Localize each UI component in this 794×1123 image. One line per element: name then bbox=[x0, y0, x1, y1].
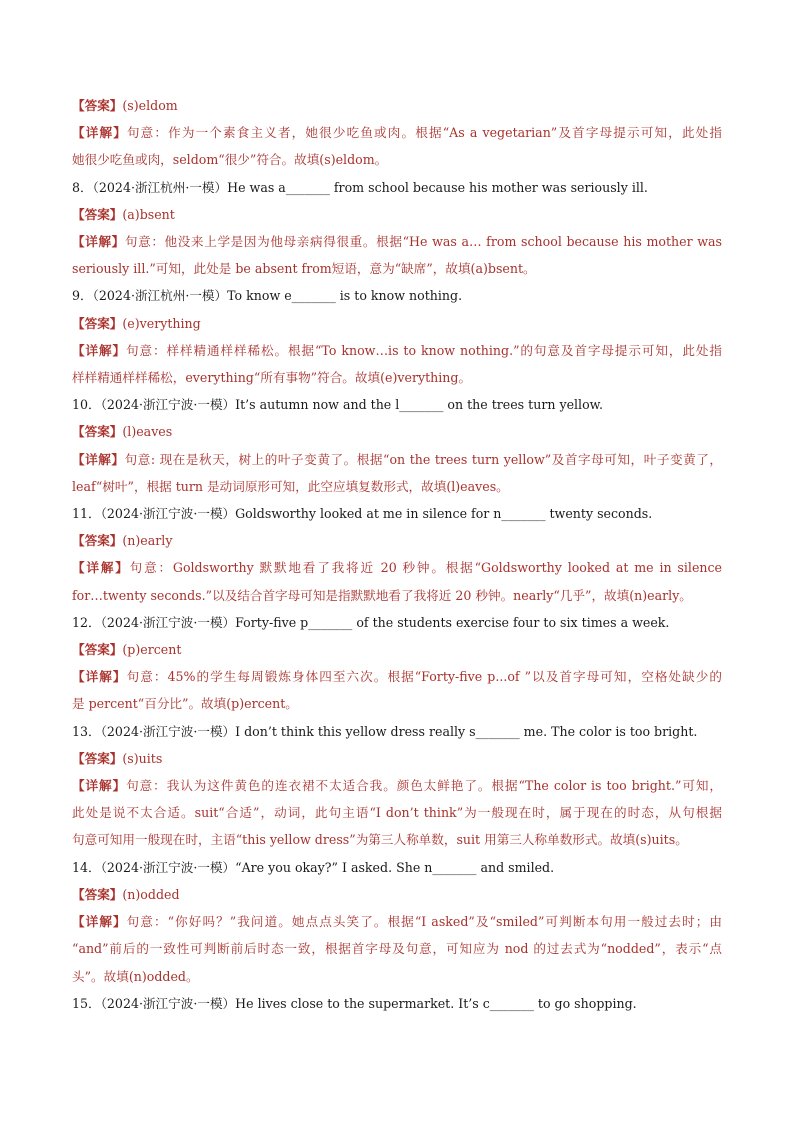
detail-text: 句意：样样精通样样稀松。根据“To know…is to know nothing.”的句意及首字母提示可知，此处指 bbox=[126, 342, 722, 358]
detail-continuation-line bbox=[72, 473, 722, 500]
answer-text: (n)early bbox=[122, 533, 173, 549]
detail-line bbox=[72, 337, 722, 364]
answer-label: 【答案】 bbox=[72, 206, 123, 222]
answer-text: (l)eaves bbox=[122, 424, 173, 440]
question-text: 8．（2024·浙江杭州·一模）He was a_______ from school because his mother was seriously ill. bbox=[72, 179, 648, 195]
question-line bbox=[72, 500, 722, 527]
answer-line bbox=[72, 636, 722, 663]
detail-continuation-line bbox=[72, 364, 722, 391]
answer-label: 【答案】 bbox=[72, 886, 123, 902]
question-line bbox=[72, 609, 722, 636]
detail-line bbox=[72, 228, 722, 255]
detail-line bbox=[72, 908, 722, 935]
question-text: 13．（2024·浙江宁波·一模）I don’t think this yellow dress really s_______ me. The color is too bright. bbox=[72, 723, 698, 739]
detail-text: 样样精通样样稀松，everything“所有事物”符合。故填(e)verything。 bbox=[72, 370, 472, 386]
detail-text: 句意: 现在是秋天，树上的叶子变黄了。根据“on the trees turn yellow”及首字母可知，叶子变黄了， bbox=[124, 451, 722, 467]
detail-continuation-line bbox=[72, 963, 722, 990]
detail-label: 【详解】 bbox=[72, 451, 125, 467]
detail-continuation-line bbox=[72, 690, 722, 717]
answer-label: 【答案】 bbox=[72, 315, 123, 331]
answer-line bbox=[72, 745, 722, 772]
detail-label: 【详解】 bbox=[72, 125, 127, 141]
question-line bbox=[72, 282, 722, 309]
detail-label: 【详解】 bbox=[72, 914, 127, 930]
detail-text: 句意：作为一个素食主义者，她很少吃鱼或肉。根据“As a vegetarian”及首字母提示可知，此处指 bbox=[126, 125, 722, 141]
question-line bbox=[72, 718, 722, 745]
detail-label: 【详解】 bbox=[72, 342, 126, 358]
detail-line bbox=[72, 554, 722, 581]
detail-continuation-line bbox=[72, 826, 722, 853]
answer-line bbox=[72, 527, 722, 554]
answer-line bbox=[72, 881, 722, 908]
detail-text: 句意：他没来上学是因为他母亲病得很重。根据“He was a… from school because his mother was bbox=[124, 234, 722, 250]
detail-continuation-line bbox=[72, 255, 722, 282]
detail-label: 【详解】 bbox=[72, 560, 130, 576]
detail-continuation-line bbox=[72, 146, 722, 173]
answer-label: 【答案】 bbox=[72, 424, 123, 440]
question-text: 12．（2024·浙江宁波·一模）Forty-five p_______ of the students exercise four to six times a week. bbox=[72, 614, 670, 630]
detail-text: leaf“树叶”，根据 turn 是动词原形可知，此空应填复数形式，故填(l)eaves。 bbox=[72, 478, 509, 494]
detail-text: 句意：我认为这件黄色的连衣裙不太适合我。颜色太鲜艳了。根据“The color is too bright.”可知， bbox=[126, 778, 722, 794]
detail-text: for…twenty seconds.”以及结合首字母可知是指默默地看了我将近 20 秒钟。nearly“几乎”，故填(n)early。 bbox=[72, 587, 692, 603]
answer-line bbox=[72, 418, 722, 445]
detail-text: 此处是说不太合适。suit“合适”，动词，此句主语“I don’t think”为一般现在时，属于现在的时态，从句根据 bbox=[72, 805, 722, 821]
answer-text: (e)verything bbox=[122, 315, 201, 331]
answer-label: 【答案】 bbox=[72, 98, 123, 113]
answer-line bbox=[72, 310, 722, 337]
detail-label: 【详解】 bbox=[72, 778, 127, 794]
detail-label: 【详解】 bbox=[72, 234, 125, 250]
detail-line bbox=[72, 119, 722, 146]
detail-continuation-line bbox=[72, 935, 722, 962]
detail-line bbox=[72, 446, 722, 473]
detail-text: 句意：45%的学生每周锻炼身体四至六次。根据“Forty-five p...of ”以及首字母可知，空格处缺少的 bbox=[126, 669, 722, 685]
answer-text: (s)uits bbox=[122, 750, 163, 766]
question-text: 14．（2024·浙江宁波·一模）“Are you okay?” I asked. She n_______ and smiled. bbox=[72, 859, 555, 875]
question-text: 15．（2024·浙江宁波·一模）He lives close to the supermarket. It’s c_______ to go shopping. bbox=[72, 995, 637, 1011]
question-line bbox=[72, 854, 722, 881]
question-text: 9．（2024·浙江杭州·一模）To know e_______ is to know nothing. bbox=[72, 288, 463, 304]
detail-text: 句意：“你好吗？”我问道。她点点头笑了。根据“I asked”及“smiled”可判断本句用一般过去时；由 bbox=[126, 914, 722, 930]
answer-line bbox=[72, 92, 722, 119]
question-text: 11．（2024·浙江宁波·一模）Goldsworthy looked at me in silence for n_______ twenty seconds. bbox=[72, 506, 653, 522]
answer-label: 【答案】 bbox=[72, 533, 123, 549]
detail-text: 她很少吃鱼或肉，seldom“很少”符合。故填(s)eldom。 bbox=[72, 152, 388, 168]
detail-continuation-line bbox=[72, 582, 722, 609]
detail-line bbox=[72, 663, 722, 690]
detail-text: 句意可知用一般现在时，主语“this yellow dress”为第三人称单数，suit 用第三人称单数形式。故填(s)uits。 bbox=[72, 832, 688, 848]
detail-text: 是 percent“百分比”。故填(p)ercent。 bbox=[72, 696, 298, 712]
answer-label: 【答案】 bbox=[72, 642, 123, 658]
question-line bbox=[72, 174, 722, 201]
detail-line bbox=[72, 772, 722, 799]
detail-text: “and”前后的一致性可判断前后时态一致，根据首字母及句意，可知应为 nod 的过去式为“nodded”，表示“点 bbox=[72, 941, 722, 957]
answer-label: 【答案】 bbox=[72, 750, 123, 766]
answer-text: (n)odded bbox=[122, 886, 180, 902]
detail-text: 句意：Goldsworthy 默默地看了我将近 20 秒钟。根据“Goldsworthy looked at me in silence bbox=[129, 560, 722, 576]
question-line bbox=[72, 391, 722, 418]
question-line bbox=[72, 990, 722, 1017]
detail-text: seriously ill.”可知，此处是 be absent from短语，意为“缺席”，故填(a)bsent。 bbox=[72, 261, 536, 277]
answer-text: (a)bsent bbox=[122, 206, 175, 222]
question-text: 10．（2024·浙江宁波·一模）It’s autumn now and the l_______ on the trees turn yellow. bbox=[72, 397, 603, 413]
detail-continuation-line bbox=[72, 799, 722, 826]
answer-text: (s)eldom bbox=[122, 98, 178, 113]
answer-text: (p)ercent bbox=[122, 642, 182, 658]
detail-text: 头”。故填(n)odded。 bbox=[72, 968, 199, 984]
answer-line bbox=[72, 201, 722, 228]
detail-label: 【详解】 bbox=[72, 669, 127, 685]
